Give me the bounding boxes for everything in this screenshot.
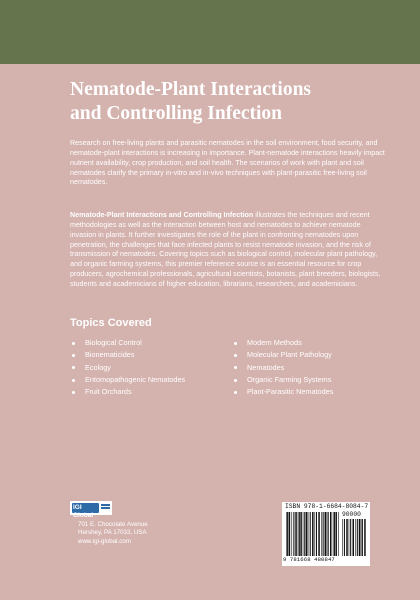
- bullet-icon: [72, 342, 75, 345]
- ean-barcode-bars: [286, 512, 340, 556]
- publisher-address: [78, 521, 148, 546]
- description-book-title: Nematode-Plant Interactions and Controlling Infection: [70, 211, 254, 219]
- topic-label: Modern Methods: [247, 338, 302, 347]
- bullet-icon: [234, 379, 237, 382]
- topic-label: Bionematicides: [85, 350, 135, 360]
- barcode-bar: [298, 512, 299, 556]
- bullet-icon: [72, 391, 75, 394]
- topic-item: [70, 349, 185, 361]
- isbn-barcode: [282, 502, 370, 566]
- bullet-icon: [72, 354, 75, 357]
- barcode-bar: [323, 512, 324, 556]
- topics-list-left: [70, 337, 185, 398]
- topic-item: [232, 337, 333, 349]
- description-paragraph-2: [70, 211, 388, 290]
- publisher-logo-text: IGI Global: [73, 504, 94, 519]
- topic-label: Biological Control: [85, 338, 142, 347]
- top-color-band: [0, 0, 420, 64]
- address-city: Hershey, PA 17033, USA: [78, 529, 147, 537]
- barcode-bar: [287, 512, 288, 556]
- barcode-bar: [304, 512, 305, 556]
- bullet-icon: [234, 366, 237, 369]
- barcode-bar: [321, 512, 322, 556]
- description-paragraph-1: Research on free-living plants and parasitic nematodes in the soil environment, food security, and nematode-plant interactions is increasing in importance. Plant-nematode interactions heavily impact nutrient availability, crop production, and soil health. The scenarios of work with plant and soil nematodes clarify the primary in-vitro and in-vivo techniques with plant-parasitic free-living soil nematodes.: [70, 139, 385, 187]
- topic-item: [70, 362, 185, 374]
- bullet-icon: [234, 354, 237, 357]
- barcode-bar: [306, 512, 308, 556]
- barcode-bar: [314, 512, 315, 556]
- bullet-icon: [234, 342, 237, 345]
- topic-label: Molecular Plant Pathology: [247, 350, 332, 360]
- topic-item: [70, 374, 185, 386]
- barcode-bar: [335, 512, 337, 556]
- publisher-logo: [70, 501, 112, 519]
- barcode-bar: [303, 512, 304, 556]
- description-paragraph-2-text: illustrates the techniques and recent methodologies as well as the interaction between host and nematodes to achieve nematode invasion in plants. It further investigates the role of the plant in confronting nematodes upon penetration, the challenges that face infected plants to resist nematode invasion, and the risk of transmission of nematodes. Covering topics such as biological control, molecular plant pathology, and organic farming systems, this premier reference source is an essential resource for crop producers, agrochemical professionals, agricultural scientists, botanists, plant breeders, biologists, students and academicians of higher education, librarians, researchers, and academicians.: [70, 211, 381, 288]
- topic-label: Plant-Parasitic Nematodes: [247, 387, 334, 397]
- address-street: 701 E. Chocolate Avenue: [78, 521, 148, 528]
- topics-heading: Topics Covered: [70, 317, 152, 329]
- topic-item: [232, 349, 333, 361]
- barcode-bar: [361, 519, 362, 556]
- publisher-logo-tagline: [101, 507, 110, 509]
- barcode-bar: [327, 512, 328, 556]
- barcode-bar: [350, 519, 351, 556]
- barcode-bar: [353, 519, 355, 556]
- topics-list-right: [232, 337, 333, 398]
- topic-label: Organic Farming Systems: [247, 374, 332, 384]
- address-website: www.igi-global.com: [78, 537, 131, 545]
- book-title-line-2: and Controlling Infection: [70, 103, 283, 124]
- bullet-icon: [234, 391, 237, 394]
- barcode-bar: [295, 512, 297, 556]
- isbn-number: ISBN 978-1-6684-8084-7: [285, 503, 369, 510]
- topic-item: [70, 386, 185, 398]
- barcode-bar: [325, 512, 327, 556]
- barcode-bar: [333, 512, 334, 556]
- barcode-bar: [310, 512, 311, 556]
- barcode-bar: [300, 512, 302, 556]
- topic-item: [70, 337, 185, 349]
- topic-item: [232, 374, 333, 386]
- ean-digits: 9 781668 480847: [283, 556, 335, 563]
- barcode-bar: [338, 512, 339, 556]
- book-title-line-1: Nematode-Plant Interactions: [70, 79, 311, 100]
- barcode-bar: [357, 519, 358, 556]
- price-code: 90000: [342, 511, 361, 518]
- topic-label: Nematodes: [247, 362, 285, 372]
- barcode-bar: [364, 519, 366, 556]
- topic-label: Entomopathogenic Nematodes: [85, 374, 186, 384]
- barcode-bar: [359, 519, 361, 556]
- barcode-bar: [318, 512, 320, 556]
- barcode-bar: [342, 519, 343, 556]
- barcode-bar: [362, 519, 363, 556]
- barcode-bar: [286, 512, 287, 556]
- bullet-icon: [72, 379, 75, 382]
- barcode-bar: [308, 512, 309, 556]
- barcode-bar: [330, 512, 332, 556]
- barcode-bar: [293, 512, 294, 556]
- price-barcode-bars: [342, 519, 366, 556]
- topic-item: [232, 386, 333, 398]
- barcode-bar: [346, 519, 348, 556]
- barcode-bar: [344, 519, 345, 556]
- barcode-bar: [355, 519, 356, 556]
- barcode-bar: [316, 512, 317, 556]
- barcode-bar: [291, 512, 292, 556]
- barcode-bar: [334, 512, 335, 556]
- barcode-bar: [299, 512, 300, 556]
- barcode-bar: [312, 512, 314, 556]
- topic-item: [232, 362, 333, 374]
- book-title: [70, 78, 390, 126]
- publisher-logo-mark: [72, 503, 99, 519]
- barcode-bar: [328, 512, 329, 556]
- publisher-logo-tagline: [101, 504, 110, 506]
- barcode-bar: [289, 512, 291, 556]
- barcode-bar: [349, 519, 350, 556]
- topic-label: Ecology: [85, 362, 111, 372]
- topic-label: Fruit Orchards: [85, 387, 132, 397]
- bullet-icon: [72, 366, 75, 369]
